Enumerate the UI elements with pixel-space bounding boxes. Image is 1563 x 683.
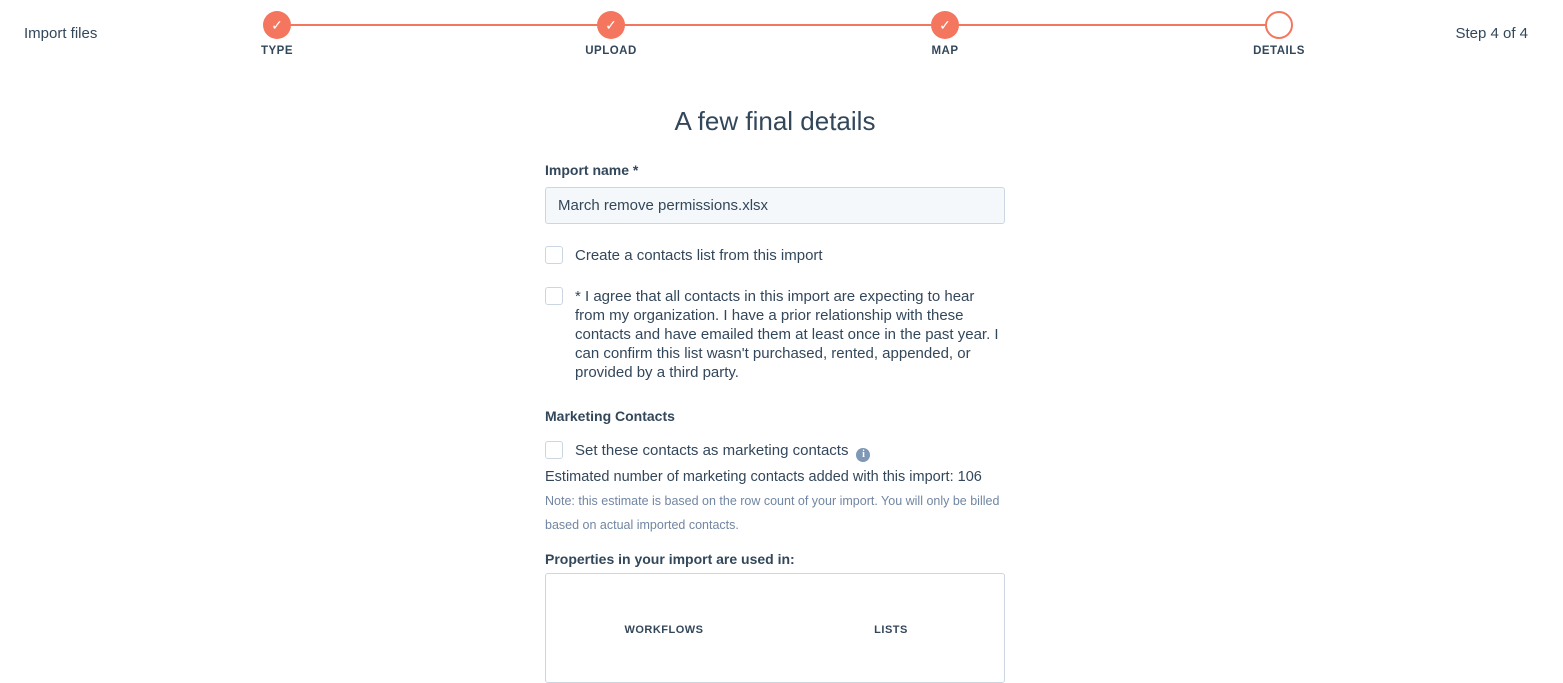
properties-used-label: Properties in your import are used in: xyxy=(545,551,795,567)
details-form xyxy=(545,60,1005,636)
properties-usage-card xyxy=(545,573,1005,683)
marketing-contacts-label: Set these contacts as marketing contacts i xyxy=(575,441,870,462)
step-current-circle xyxy=(1265,11,1293,39)
step-type[interactable] xyxy=(207,11,347,57)
step-complete-circle xyxy=(263,11,291,39)
step-details[interactable] xyxy=(1209,11,1349,57)
step-label: DETAILS xyxy=(1253,45,1305,57)
step-upload[interactable] xyxy=(541,11,681,57)
step-label: MAP xyxy=(931,45,959,57)
step-complete-circle xyxy=(931,11,959,39)
import-name-label: Import name * xyxy=(545,162,639,178)
consent-option xyxy=(545,287,999,382)
check-icon: ✓ xyxy=(271,17,283,33)
consent-checkbox[interactable] xyxy=(545,287,563,305)
consent-label: * I agree that all contacts in this import are expecting to hear from my organization. I have a prior relationship with these contacts and have emailed them at least once in the past year. I can confirm this list wasn't purchased, rented, appended, or provided by a third party. xyxy=(575,288,999,381)
page-heading: A few final details xyxy=(674,106,876,136)
create-list-label: Create a contacts list from this import xyxy=(575,247,823,264)
page-title: Import files xyxy=(24,25,98,42)
step-label: TYPE xyxy=(260,45,294,57)
step-indicator: Step 4 of 4 xyxy=(1455,25,1528,42)
info-icon[interactable]: i xyxy=(856,448,870,462)
wizard-header xyxy=(0,0,1563,60)
lists-column-header: LISTS xyxy=(874,624,908,636)
import-stepper xyxy=(0,0,1563,60)
marketing-contacts-option xyxy=(545,441,870,462)
billing-note-line1: Note: this estimate is based on the row count of your import. You will only be billed xyxy=(545,494,1000,508)
marketing-contacts-checkbox[interactable] xyxy=(545,441,563,459)
check-icon: ✓ xyxy=(939,17,951,33)
step-map[interactable] xyxy=(875,11,1015,57)
stepper-connector-line xyxy=(277,24,1279,26)
create-list-checkbox[interactable] xyxy=(545,246,563,264)
create-list-option xyxy=(545,246,823,265)
billing-note-line2: based on actual imported contacts. xyxy=(545,518,739,532)
step-complete-circle xyxy=(597,11,625,39)
check-icon: ✓ xyxy=(605,17,617,33)
step-label: UPLOAD xyxy=(585,45,637,57)
workflows-column-header: WORKFLOWS xyxy=(624,624,704,636)
estimate-text: Estimated number of marketing contacts added with this import: 106 xyxy=(545,469,982,485)
import-name-input[interactable] xyxy=(545,187,1005,224)
marketing-contacts-title: Marketing Contacts xyxy=(545,408,675,424)
